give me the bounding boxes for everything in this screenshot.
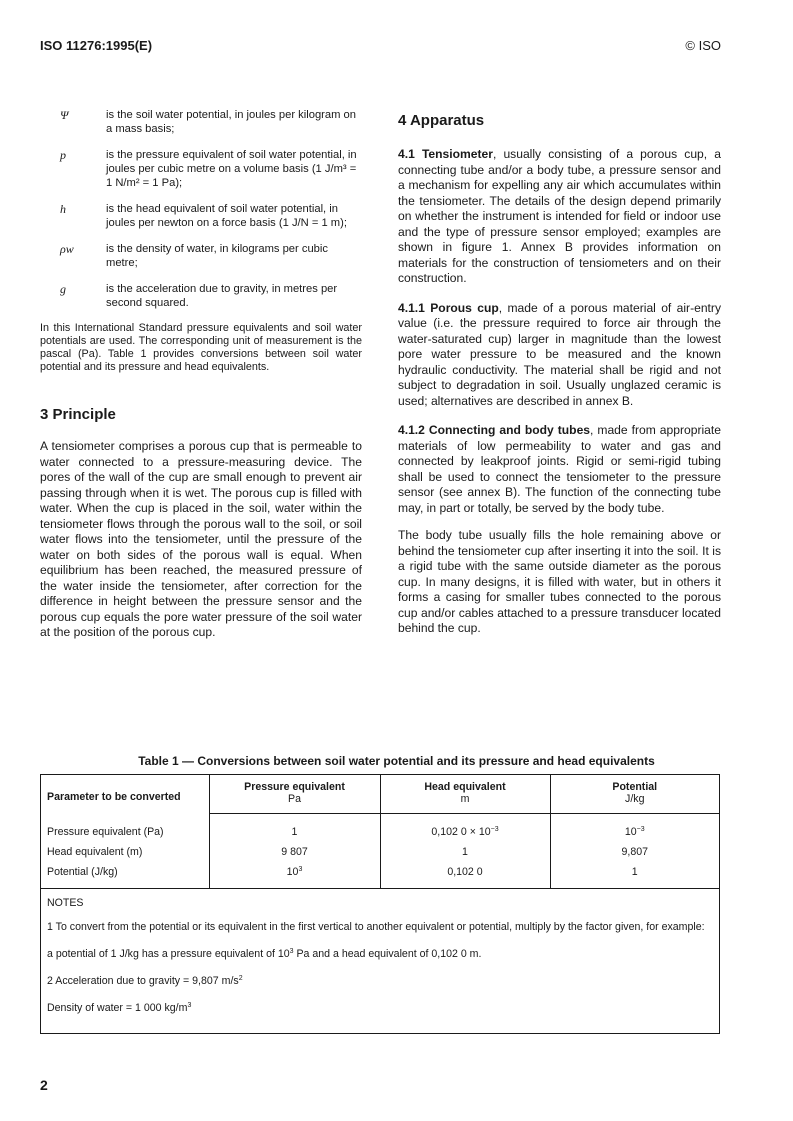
variable-symbol: ρw xyxy=(60,242,74,256)
column-header: Potential xyxy=(612,781,658,793)
row-label: Head equivalent (m) xyxy=(41,842,209,862)
paragraph-body-tube: The body tube usually fills the hole remaining above or behind the tensiometer cup after inserting it into the soil. It is a rigid tube with the same outside diameter as the porous cup. In many designs, it is filled with water, but in others it forms a casing for smaller tubes connected to the porous cup and/or cables attached to a pressure transducer located behind the cup. xyxy=(398,528,721,635)
variable-symbol: h xyxy=(60,202,66,216)
column-header: Head equivalent xyxy=(380,775,550,793)
column-unit: m xyxy=(380,793,550,814)
table-caption: Table 1 — Conversions between soil water potential and its pressure and head equivalents xyxy=(138,754,655,768)
table-row xyxy=(41,814,719,843)
section-heading-principle: 3 Principle xyxy=(40,406,116,423)
variable-definition: is the density of water, in kilograms per cubic metre; xyxy=(106,243,328,269)
paragraph-4-1-2 xyxy=(398,423,721,516)
cell-head: 1 xyxy=(380,842,550,862)
clause-title-4-1-2: 4.1.2 Connecting and body tubes xyxy=(398,423,591,437)
clause-title-4-1-1: 4.1.1 Porous cup xyxy=(398,300,499,315)
variable-item xyxy=(40,108,362,136)
variable-definition: is the head equivalent of soil water potential, in joules per newton on a force basis (1 J/N = 1 m); xyxy=(106,203,347,229)
row-label: Pressure equivalent (Pa) xyxy=(41,814,209,843)
variable-list xyxy=(40,108,362,310)
table-notes xyxy=(41,889,719,1015)
note-1: 1 To convert from the potential or its equivalent in the first vertical to another equivalent or potential, multiply by the factor given, for example: xyxy=(47,921,705,933)
notes-title: NOTES xyxy=(47,897,84,909)
clause-text-4-1: , usually consisting of a porous cup, a connecting tube and/or a body tube, a pressure sensor and a mechanism for expelling any air which accumulates within the tensiometer. The details of the design depend primarily on whether the instrument is intended for field or indoor use and the type of pressure sensor employed; examples are shown in figure 1. Annex B provides information on materials for the construction of tensiometers and on their construction. xyxy=(398,147,721,285)
column-unit: J/kg xyxy=(550,793,719,814)
left-column xyxy=(40,108,362,641)
variable-item xyxy=(40,202,362,230)
note-2: 2 Acceleration due to gravity = 9,807 $m/s^2$ xyxy=(47,975,243,987)
param-column-header: Parameter to be converted xyxy=(41,775,209,814)
right-column xyxy=(398,108,721,637)
column-header: Pressure equivalent xyxy=(209,775,380,793)
cell-pressure: 1 xyxy=(209,814,380,843)
copyright-mark: © ISO xyxy=(685,38,721,53)
cell-pressure: $10^3$ xyxy=(209,862,380,889)
cell-potential: 9,807 xyxy=(621,846,648,858)
cell-pressure: 9 807 xyxy=(209,842,380,862)
conversion-table-box xyxy=(40,774,720,1034)
clause-title-4-1: 4.1 Tensiometer xyxy=(398,147,493,161)
conversion-table xyxy=(41,775,719,889)
column-unit: Pa xyxy=(209,793,380,814)
note-1-example: a potential of 1 J/kg has a pressure equivalent of $10^3$ Pa and a head equivalent of 0,102 0 m. xyxy=(47,948,482,960)
cell-head: 0,102 0 xyxy=(380,862,550,889)
variable-item xyxy=(40,282,362,310)
units-intro-paragraph: In this International Standard pressure equivalents and soil water potentials are used. The corresponding unit of measurement is the pascal (Pa). Table 1 provides conversions between soil water potential and its pressure and head equivalents. xyxy=(40,322,362,373)
variable-item xyxy=(40,242,362,270)
variable-definition: is the soil water potential, in joules per kilogram on a mass basis; xyxy=(106,109,356,135)
row-label: Potential (J/kg) xyxy=(41,862,209,889)
clause-text-4-1-1: , made of a porous material of air-entry value (i.e. the pressure required to force air through the water-saturated cup) larger in magnitude than the lowest pore water pressure to be measured and the known hydraulic conductivity. The material shall be rigid and not subject to degradation in soil. Usually unglazed ceramic is used; alternatives are described in annex B. xyxy=(398,300,721,408)
variable-symbol: Ψ xyxy=(60,108,69,122)
note-3: Density of water = 1 000 $kg/m^3$ xyxy=(47,1002,192,1014)
table-row xyxy=(41,862,719,889)
document-id: ISO 11276:1995(E) xyxy=(40,38,153,53)
variable-symbol: g xyxy=(60,282,66,296)
page-number: 2 xyxy=(40,1077,48,1093)
variable-definition: is the acceleration due to gravity, in metres per second squared. xyxy=(106,283,338,309)
clause-text-4-1-2: , made from appropriate materials of low permeability to water and gas and connected by leakproof joints. Rigid or semi-rigid tubing shall be used to connect the tensiometer to the pressure sensor (see annex B). The function of the connecting tube may, in part or totally, be served by the body tube. xyxy=(398,423,721,515)
section-heading-apparatus: 4 Apparatus xyxy=(398,112,485,129)
paragraph-4-1 xyxy=(398,147,721,287)
principle-paragraph: A tensiometer comprises a porous cup that is permeable to water connected to a pressure-measuring device. The pores of the wall of the cup are small enough to prevent air passing through when it is wet. The porous cup is filled with water. When the cup is placed in the soil, water within the tensiometer flows through the porous wall to the soil, or soil water flows into the tensiometer, until the pressure of the water on both sides of the porous wall is equal. When equilibrium has been reached, the measured pressure of the water inside the tensiometer, after correction for the difference in height between the pressure sensor and the porous cup equals the pore water pressure of the soil water at the position of the porous cup. xyxy=(40,439,362,639)
paragraph-4-1-1 xyxy=(398,301,721,410)
table-row xyxy=(41,842,719,862)
cell-head: 0,102 $0 \times 10^{-3}$ xyxy=(380,814,550,843)
cell-potential: $10^{-3}$ xyxy=(624,826,645,838)
variable-symbol: p xyxy=(60,148,66,162)
variable-definition: is the pressure equivalent of soil water potential, in joules per cubic metre on a volume basis (1 J/m³ = 1 N/m² = 1 Pa); xyxy=(106,149,357,189)
cell-potential: 1 xyxy=(550,862,719,889)
variable-item xyxy=(40,148,362,190)
